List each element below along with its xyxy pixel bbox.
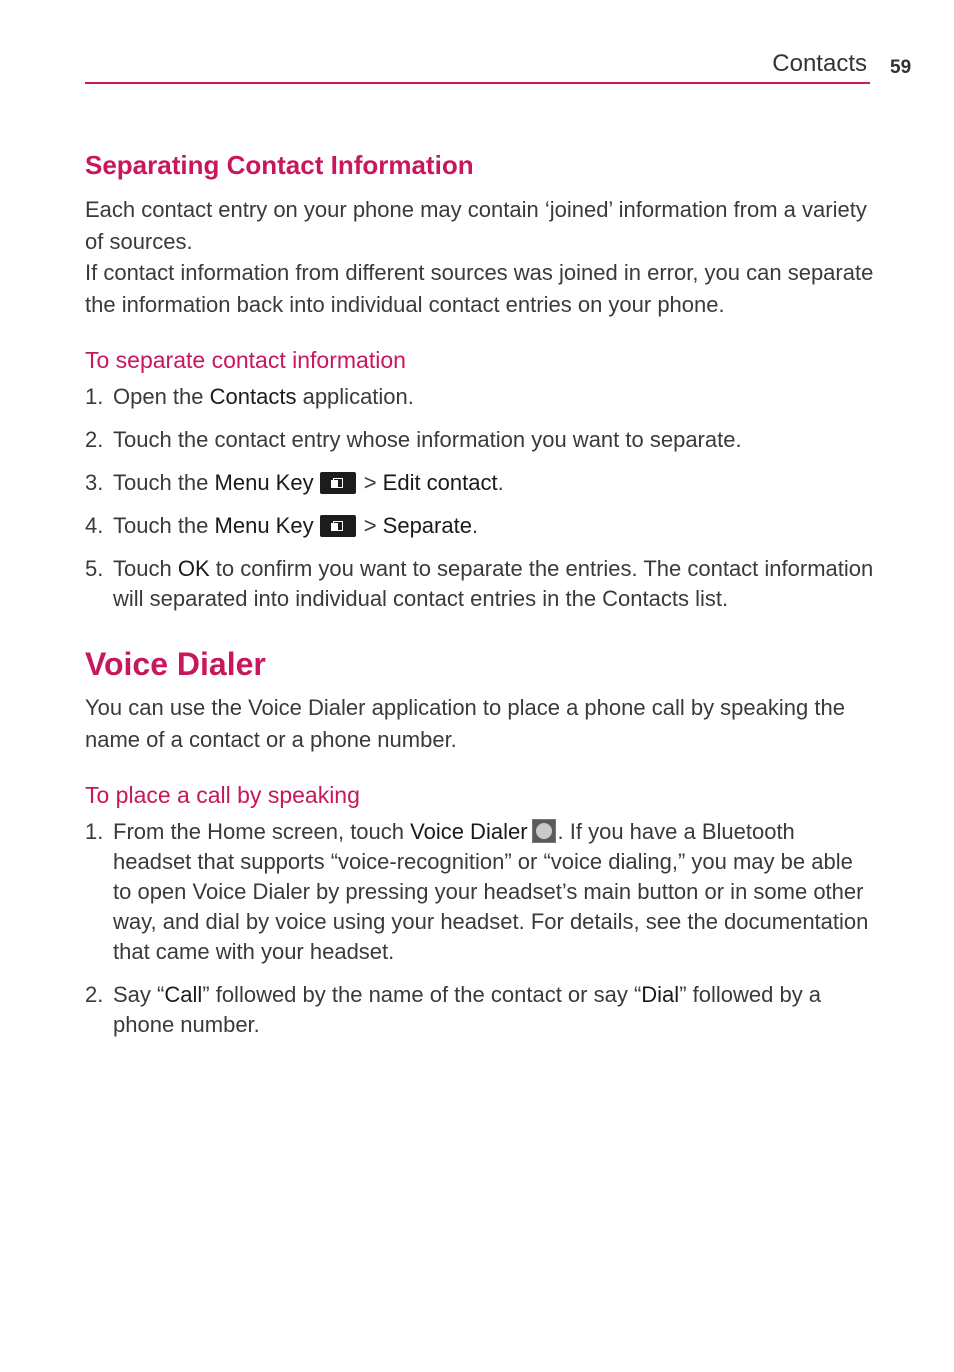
step-number: 5. xyxy=(85,556,104,581)
menu-key-icon xyxy=(320,472,356,494)
step-number: 3. xyxy=(85,470,104,495)
list-item xyxy=(85,382,875,412)
page-content xyxy=(85,148,875,1053)
step-number: 1. xyxy=(85,384,104,409)
step-keyword: Menu Key xyxy=(214,470,314,495)
list-item xyxy=(85,511,875,541)
steps-list xyxy=(85,817,875,1040)
page-header xyxy=(85,48,870,84)
page-number: 59 xyxy=(890,57,912,78)
voice-dialer-section xyxy=(85,642,875,1040)
step-keyword: Call xyxy=(164,982,203,1007)
step-number: 2. xyxy=(85,427,104,452)
step-text: Touch the xyxy=(113,470,215,495)
section-title: Separating Contact Information xyxy=(85,150,474,180)
step-text: . xyxy=(497,470,504,495)
chapter-title: Voice Dialer xyxy=(85,646,266,682)
list-item xyxy=(85,425,875,455)
intro-paragraph: If contact information from different sources was joined in error, you can separate the information back into individual contact entries on your phone. xyxy=(85,260,874,317)
sub-title: To separate contact information xyxy=(85,347,406,373)
step-separator: > xyxy=(357,470,383,495)
step-text: Open the xyxy=(113,384,210,409)
step-keyword: Dial xyxy=(641,982,680,1007)
step-text: Touch the xyxy=(113,513,215,538)
step-text: application. xyxy=(296,384,414,409)
intro-paragraph: You can use the Voice Dialer application to place a phone call by speaking the name of a contact or a phone number. xyxy=(85,695,845,752)
step-keyword: Edit contact xyxy=(382,470,498,495)
step-text: ” followed by the name of the contact or say “ xyxy=(202,982,642,1007)
step-text: Say “ xyxy=(113,982,165,1007)
step-text: Touch the contact entry whose information you want to separate. xyxy=(113,427,742,452)
step-text: Touch xyxy=(113,556,178,581)
list-item xyxy=(85,468,875,498)
step-keyword: Voice Dialer xyxy=(410,819,528,844)
step-keyword: Separate xyxy=(382,513,472,538)
voice-dialer-icon xyxy=(532,819,556,843)
step-text: . xyxy=(471,513,479,538)
menu-key-icon xyxy=(320,515,356,537)
step-keyword: Contacts xyxy=(209,384,297,409)
step-text: to confirm you want to separate the entries. The contact information will separated into individual contact entries in the Contacts list. xyxy=(113,556,874,611)
step-number: 4. xyxy=(85,513,104,538)
steps-list xyxy=(85,382,875,614)
step-keyword: Menu Key xyxy=(214,513,314,538)
sub-title: To place a call by speaking xyxy=(85,782,360,808)
step-number: 2. xyxy=(85,982,104,1007)
list-item xyxy=(85,817,875,967)
list-item xyxy=(85,554,875,614)
step-keyword: OK xyxy=(177,556,210,581)
intro-paragraph: Each contact entry on your phone may contain ‘joined’ information from a variety of sources. xyxy=(85,197,867,254)
list-item xyxy=(85,980,875,1040)
separating-section xyxy=(85,148,875,614)
step-text: ” followed by a phone number. xyxy=(113,982,822,1037)
section-name: Contacts xyxy=(772,50,867,77)
step-separator: > xyxy=(357,513,383,538)
step-text: . If you have a Bluetooth headset that supports “voice-recognition” or “voice dialing,” you may be able to open Voice Dialer by pressing your headset’s main button or in some other way, and dial by voice using your headset. For details, see the documentation that came with your headset. xyxy=(113,819,869,964)
step-text: From the Home screen, touch xyxy=(113,819,411,844)
step-number: 1. xyxy=(85,819,104,844)
